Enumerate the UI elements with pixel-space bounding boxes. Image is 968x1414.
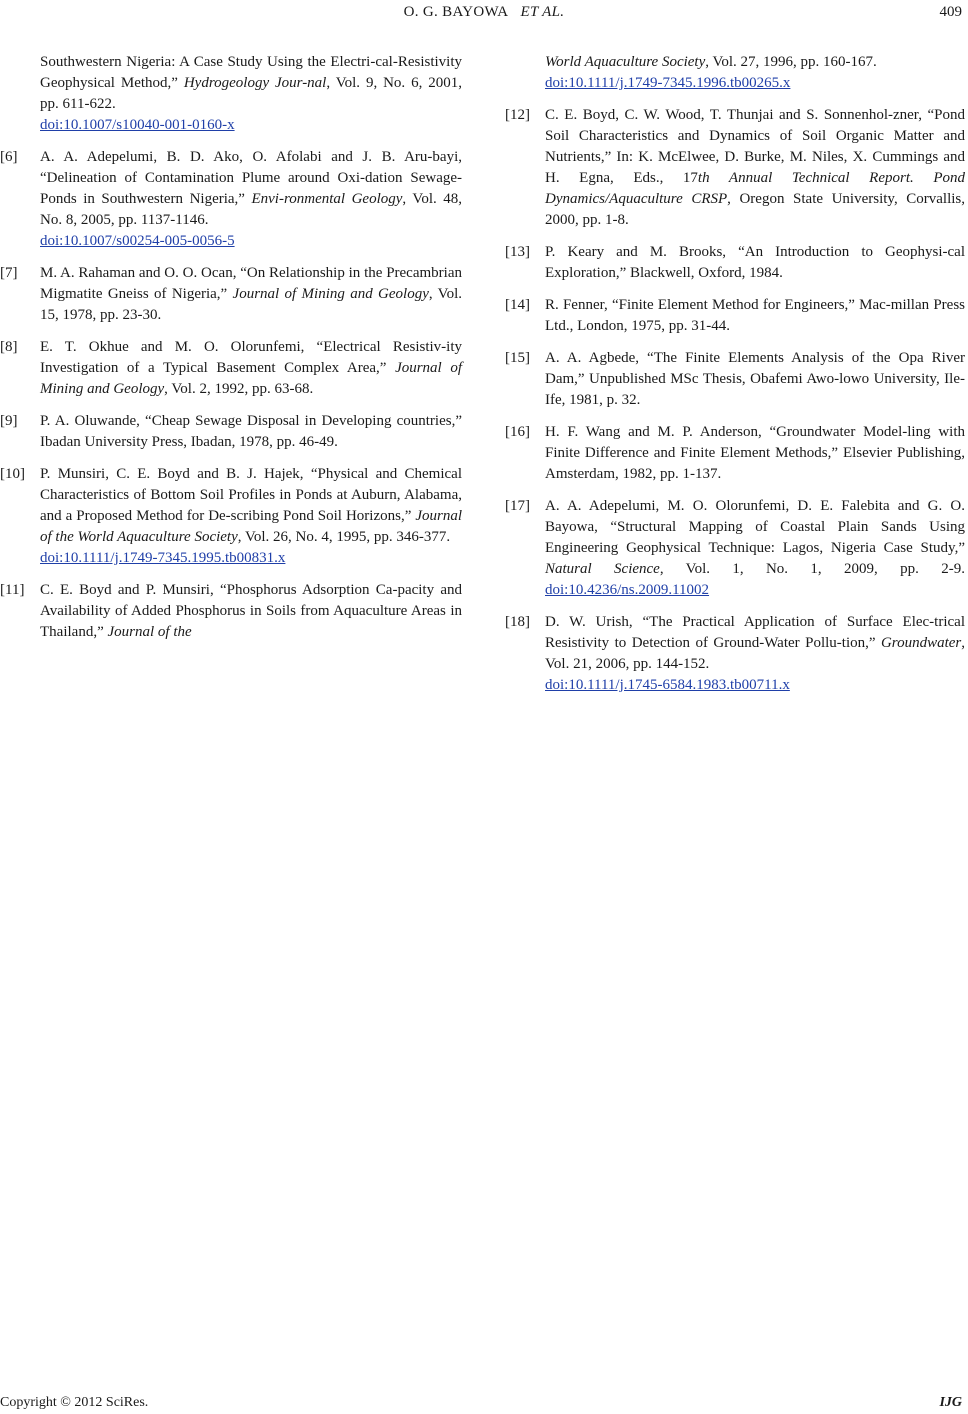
doi-link[interactable]: doi:10.1111/j.1749-7345.1996.tb00265.x xyxy=(545,75,791,91)
ref-number: [15] xyxy=(505,350,530,366)
ref-text: P. A. Oluwande, “Cheap Sewage Disposal in Developing countries,” Ibadan University Press, Ibadan, 1978, pp. 46-49. xyxy=(40,413,462,450)
running-header xyxy=(0,0,968,30)
ref-details: , Vol. 15, 1978, pp. 23-30. xyxy=(40,286,462,323)
ref-text: P. Munsiri, C. E. Boyd and B. J. Hajek, “Physical and Chemical Characteristics of Bottom Soil Profiles in Ponds at Auburn, Alabama, and a Proposed Method for De-scribing Pond Soil Horizons,” xyxy=(40,466,462,524)
ref-details: , Vol. 26, No. 4, 1995, pp. 346-377. xyxy=(237,529,451,545)
journal-abbreviation: IJG xyxy=(939,1395,962,1410)
reference-6 xyxy=(0,147,462,252)
page-number: 409 xyxy=(939,4,962,20)
reference-13 xyxy=(505,242,965,284)
left-column xyxy=(0,52,462,654)
header-et-al: ET AL. xyxy=(520,4,565,20)
ref-number: [11] xyxy=(0,582,25,598)
ref-journal: Envi-ronmental Geology xyxy=(251,191,403,207)
ref-number: [18] xyxy=(505,614,530,630)
right-column xyxy=(505,52,965,707)
ref-text: E. T. Okhue and M. O. Olorunfemi, “Electrical Resistiv-ity Investigation of a Typical Basement Complex Area,” xyxy=(40,339,462,376)
ref-journal: Journal of the xyxy=(107,624,192,640)
ref-number: [12] xyxy=(505,107,530,123)
ref-journal: Journal of Mining and Geology xyxy=(40,360,462,397)
ref-details: , Vol. 1, No. 1, 2009, pp. 2-9. xyxy=(659,561,965,577)
ref-text: D. W. Urish, “The Practical Application of Surface Elec-trical Resistivity to Detection of Ground-Water Pollu-tion,” xyxy=(545,614,965,651)
ref-details: , Vol. 9, No. 6, 2001, pp. 611-622. xyxy=(40,75,462,112)
reference-10 xyxy=(0,464,462,569)
ref-journal: Journal of Mining and Geology xyxy=(232,286,429,302)
ref-number: [7] xyxy=(0,265,18,281)
doi-link[interactable]: doi:10.1111/j.1749-7345.1995.tb00831.x xyxy=(40,550,286,566)
reference-17 xyxy=(505,496,965,601)
ref-number: [10] xyxy=(0,466,25,482)
ref-text: M. A. Rahaman and O. O. Ocan, “On Relationship in the Precambrian Migmatite Gneiss of Nigeria,” xyxy=(40,265,462,302)
ref-details: , Vol. 48, No. 8, 2005, pp. 1137-1146. xyxy=(40,191,463,228)
ref-text: H. F. Wang and M. P. Anderson, “Groundwater Model-ling with Finite Difference and Finite Element Methods,” Elsevier Publishing, Amsterdam, 1982, pp. 1-137. xyxy=(545,424,965,482)
reference-7 xyxy=(0,263,462,326)
ref-text: Southwestern Nigeria: A Case Study Using the Electri-cal-Resistivity Geophysical Method,” xyxy=(40,54,462,91)
ref-text: A. A. Agbede, “The Finite Elements Analysis of the Opa River Dam,” Unpublished MSc Thesis, Obafemi Awo-lowo University, Ile-Ife, 1981, p. 32. xyxy=(545,350,965,408)
reference-5-continued xyxy=(0,52,462,136)
ref-journal: Natural Science xyxy=(545,561,660,577)
copyright-notice: Copyright © 2012 SciRes. xyxy=(0,1395,149,1410)
ref-journal: Groundwater xyxy=(880,635,962,651)
reference-14 xyxy=(505,295,965,337)
ref-number: [13] xyxy=(505,244,530,260)
reference-11-continued xyxy=(505,52,965,94)
reference-8 xyxy=(0,337,462,400)
reference-15 xyxy=(505,348,965,411)
ref-text: C. E. Boyd, C. W. Wood, T. Thunjai and S. Sonnenhol-zner, “Pond Soil Characteristics and Dynamics of Soil Organic Matter and Nutrients,” In: K. McElwee, D. Burke, M. Niles, X. Cummings and H. Egna, Eds., 17 xyxy=(545,107,965,186)
doi-link[interactable]: doi:10.4236/ns.2009.11002 xyxy=(545,582,710,598)
header-author-names: O. G. BAYOWA xyxy=(403,4,509,20)
ref-number: [16] xyxy=(505,424,530,440)
ref-journal: Journal of the World Aquaculture Society xyxy=(40,508,462,545)
ref-details: , Vol. 21, 2006, pp. 144-152. xyxy=(545,635,965,672)
doi-link[interactable]: doi:10.1007/s00254-005-0056-5 xyxy=(40,233,235,249)
ref-number: [6] xyxy=(0,149,18,165)
ref-text: P. Keary and M. Brooks, “An Introduction to Geophysi-cal Exploration,” Blackwell, Oxford, 1984. xyxy=(545,244,965,281)
ref-text: A. A. Adepelumi, M. O. Olorunfemi, D. E. Falebita and G. O. Bayowa, “Structural Mapping of Coastal Plain Sands Using Engineering Geophysical Technique: Lagos, Nigeria Case Study,” xyxy=(545,498,965,556)
reference-9 xyxy=(0,411,462,453)
ref-text: R. Fenner, “Finite Element Method for Engineers,” Mac-millan Press Ltd., London, 1975, pp. 31-44. xyxy=(545,297,965,334)
ref-details: , Vol. 2, 1992, pp. 63-68. xyxy=(164,381,314,397)
doi-link[interactable]: doi:10.1111/j.1745-6584.1983.tb00711.x xyxy=(545,677,790,693)
ref-report-title: th Annual Technical Report. Pond Dynamics/Aquaculture CRSP xyxy=(545,170,965,207)
ref-journal: Hydrogeology Jour-nal xyxy=(183,75,327,91)
ref-details: , Oregon State University, Corvallis, 2000, pp. 1-8. xyxy=(545,191,966,228)
reference-11 xyxy=(0,580,462,643)
reference-18 xyxy=(505,612,965,696)
ref-text: C. E. Boyd and P. Munsiri, “Phosphorus Adsorption Ca-pacity and Availability of Added Phosphorus in Soils from Aquaculture Areas in Thailand,” xyxy=(40,582,462,640)
ref-text: A. A. Adepelumi, B. D. Ako, O. Afolabi and J. B. Aru-bayi, “Delineation of Contamination Plume around Oxi-dation Sewage-Ponds in Southwestern Nigeria,” xyxy=(40,149,462,207)
ref-number: [14] xyxy=(505,297,530,313)
reference-16 xyxy=(505,422,965,485)
reference-12 xyxy=(505,105,965,231)
ref-journal: World Aquaculture Society xyxy=(545,54,706,70)
ref-number: [9] xyxy=(0,413,18,429)
ref-number: [8] xyxy=(0,339,18,355)
ref-details: , Vol. 27, 1996, pp. 160-167. xyxy=(705,54,877,70)
header-authors xyxy=(0,4,968,21)
doi-link[interactable]: doi:10.1007/s10040-001-0160-x xyxy=(40,117,235,133)
ref-number: [17] xyxy=(505,498,530,514)
